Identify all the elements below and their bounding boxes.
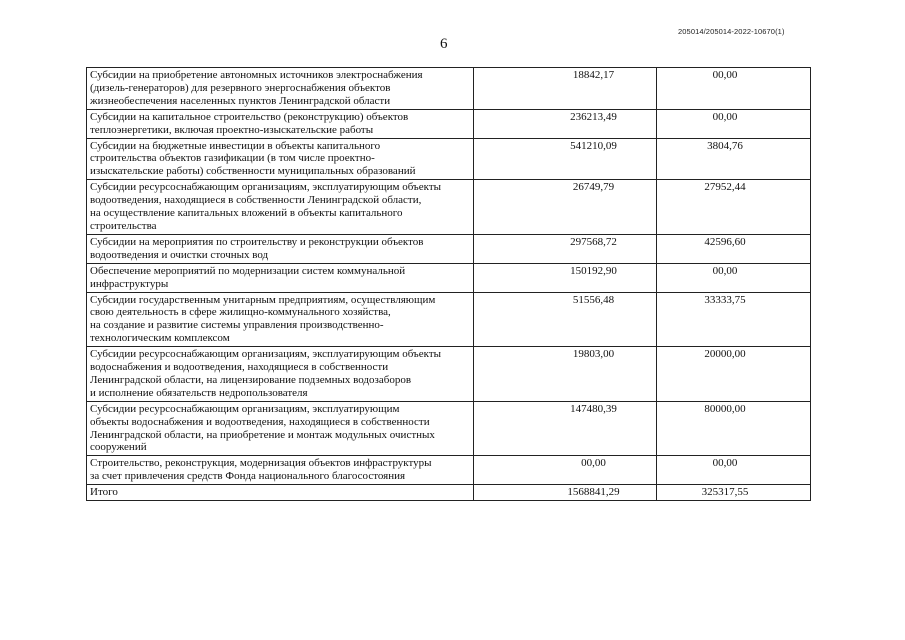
- row-value-1: 236213,49: [474, 109, 657, 138]
- budget-table: [86, 67, 811, 501]
- row-value-1: 51556,48: [474, 292, 657, 347]
- table-row: [87, 292, 811, 347]
- row-value-2: 00,00: [657, 109, 811, 138]
- row-value-2: 20000,00: [657, 347, 811, 402]
- row-value-2: 80000,00: [657, 401, 811, 456]
- row-name: Субсидии на приобретение автономных источников электроснабжения (дизель-генераторов) для резервного энергоснабжения объектов жизнеобеспечения населенных пунктов Ленинградской области: [87, 68, 474, 110]
- row-value-1: 00,00: [474, 456, 657, 485]
- row-value-2: 3804,76: [657, 138, 811, 180]
- row-name: Субсидии ресурсоснабжающим организациям, эксплуатирующим объекты водоснабжения и водоотведения, находящиеся в собственности Ленинградской области, на лицензирование подземных водозаборов и исполнение обязательств недропользователя: [87, 347, 474, 402]
- row-name: Субсидии на мероприятия по строительству и реконструкции объектов водоотведения и очистки сточных вод: [87, 234, 474, 263]
- row-value-1: 150192,90: [474, 263, 657, 292]
- row-name: Субсидии на бюджетные инвестиции в объекты капитального строительства объектов газификации (в том числе проектно- изыскательские работы) собственности муниципальных образований: [87, 138, 474, 180]
- document-id: 205014/205014-2022-10670(1): [678, 27, 785, 36]
- page-number: 6: [440, 36, 448, 52]
- row-name: Субсидии ресурсоснабжающим организациям, эксплуатирующим объекты водоотведения, находящиеся в собственности Ленинградской области, на осуществление капитальных вложений в объекты капитального строительства: [87, 180, 474, 235]
- total-row: [87, 485, 811, 501]
- table-row: [87, 234, 811, 263]
- row-value-2: 00,00: [657, 68, 811, 110]
- table-row: [87, 347, 811, 402]
- row-value-1: 147480,39: [474, 401, 657, 456]
- row-value-2: 00,00: [657, 456, 811, 485]
- row-name: Строительство, реконструкция, модернизация объектов инфраструктуры за счет привлечения средств Фонда национального благосостояния: [87, 456, 474, 485]
- row-name: Субсидии ресурсоснабжающим организациям, эксплуатирующим объекты водоснабжения и водоотведения, находящиеся в собственности Ленинградской области, на приобретение и монтаж модульных очистных сооружений: [87, 401, 474, 456]
- row-value-1: 26749,79: [474, 180, 657, 235]
- row-value-2: 33333,75: [657, 292, 811, 347]
- row-value-1: 297568,72: [474, 234, 657, 263]
- row-value-1: 19803,00: [474, 347, 657, 402]
- row-value-2: 42596,60: [657, 234, 811, 263]
- row-value-1: 541210,09: [474, 138, 657, 180]
- row-name: Обеспечение мероприятий по модернизации систем коммунальной инфраструктуры: [87, 263, 474, 292]
- row-value-2: 00,00: [657, 263, 811, 292]
- total-value-1: 1568841,29: [474, 485, 657, 501]
- row-name: Субсидии на капитальное строительство (реконструкцию) объектов теплоэнергетики, включая проектно-изыскательские работы: [87, 109, 474, 138]
- table-row: [87, 401, 811, 456]
- table-row: [87, 180, 811, 235]
- row-value-2: 27952,44: [657, 180, 811, 235]
- row-value-1: 18842,17: [474, 68, 657, 110]
- table-row: [87, 456, 811, 485]
- row-name: Субсидии государственным унитарным предприятиям, осуществляющим свою деятельность в сфере жилищно-коммунального хозяйства, на создание и развитие системы управления производственно- технологическим комплексом: [87, 292, 474, 347]
- total-label: Итого: [87, 485, 474, 501]
- table-row: [87, 109, 811, 138]
- table-row: [87, 138, 811, 180]
- table-row: [87, 68, 811, 110]
- total-value-2: 325317,55: [657, 485, 811, 501]
- table-row: [87, 263, 811, 292]
